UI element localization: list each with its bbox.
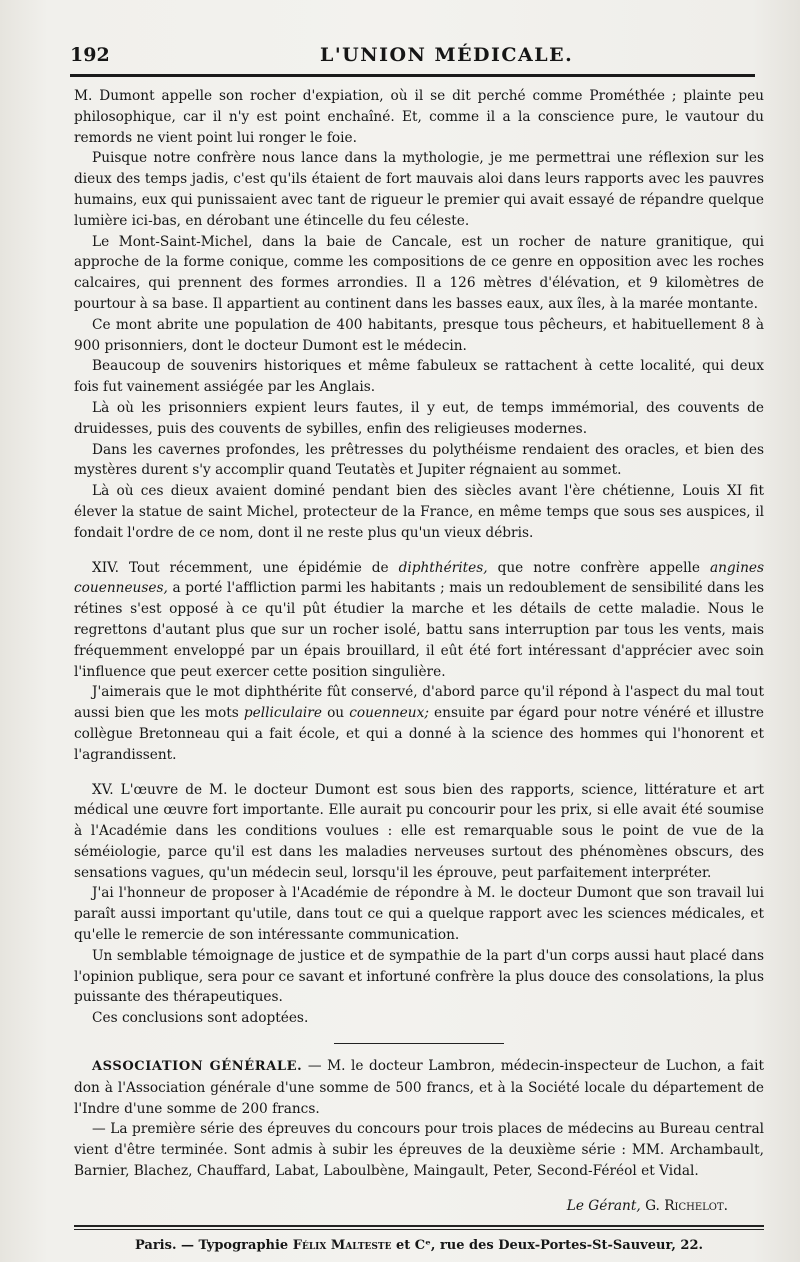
italic-term: pelliculaire [243,705,322,722]
paragraph: Ce mont abrite une population de 400 habitants, presque tous pêcheurs, et habituellement 8 à 900 prisonniers, dont le docteur Dumont est le médecin. [74,316,764,354]
signature-role: Le Gérant, [566,1197,641,1214]
paragraph: Là où les prisonniers expient leurs fautes, il y eut, de temps immémorial, des couvents de druidesses, puis des couvents de sybilles, enfin des religieuses modernes. [74,399,764,437]
paragraph: M. Dumont appelle son rocher d'expiation, où il se dit perché comme Prométhée ; plainte peu philosophique, car il n'y est point enchaîné. Et, comme il a la conscience pure, le vautour du remords ne vient point lui ronger le foie. [74,88,764,146]
text-run: — M. le docteur Lambron, médecin-inspecteur de Luchon, a fait don à l'Association générale d'une somme de 500 francs, et à la Société locale du département de l'Indre d'une somme de 200 francs. [74,1058,765,1117]
conclusions-line: Ces conclusions sont adoptées. [92,1010,309,1027]
italic-term: couenneux; [349,705,429,722]
paragraph: Là où ces dieux avaient dominé pendant bien des siècles avant l'ère chétienne, Louis XI fit élever la statue de saint Michel, protecteur de la France, en même temps que sous ses auspices, il fondait l'ordre de ce nom, dont il ne reste plus qu'un vieux débris. [74,483,764,541]
signature [74,1196,728,1217]
paragraph: Dans les cavernes profondes, les prêtresses du polythéisme rendaient des oracles, et bien des mystères durent s'y accomplir quand Teutatès et Jupiter régnaient au sommet. [74,441,764,479]
text-run: Tout récemment, une épidémie de [128,559,389,576]
text-run: J'aimerais que le mot diphthérite fût conservé, d'abord parce qu'il répond à l'aspect du mal tout aussi bien que les mots [74,684,764,722]
header-rule [70,74,755,77]
italic-term: angines couenneuses, [74,559,765,597]
section-number: XIV. [92,559,119,576]
association-paragraph [74,1056,764,1119]
section-xv-paragraph-3: Un semblable témoignage de justice et de sympathie de la part d'un corps aussi haut placé dans l'opinion publique, sera pour ce savant et infortuné confrère la plus douce des consolations, la plus puissante des thérapeutiques. [74,947,764,1006]
page-number: 192 [70,44,110,66]
text-run: ensuite par égard pour notre vénéré et illustre collègue Bretonneau qui a fait école, et qui a donné à la science des hommes qui l'honorent et l'agrandissent. [74,705,764,763]
paragraph: Le Mont-Saint-Michel, dans la baie de Cancale, est un rocher de nature granitique, qui approche de la forme conique, comme les compositions de ce genre en opposition avec les roches calcaires, qui prennent des formes arrondies. Il a 126 mètres d'élévation, et 9 kilomètres de pourtour à sa base. Il appartient au continent dans les basses eaux, aux îles, à la marée montante. [74,233,764,312]
printer-imprint [74,1236,764,1257]
association-paragraph-2: — La première série des épreuves du concours pour trois places de médecins au Bureau central vient d'être terminée. Sont admis à subir les épreuves de la deuxième série : MM. Archambault, Barnier, Blachez, Chauffard, Labat, Laboulbène, Maingault, Peter, Second-Féréol et Vidal. [74,1121,764,1180]
association-heading: ASSOCIATION GÉNÉRALE. [92,1059,303,1075]
section-xiv-paragraph [74,558,764,683]
paragraph: Puisque notre confrère nous lance dans la mythologie, je me permettrai une réflexion sur les dieux des temps jadis, c'est qu'ils étaient de fort mauvais aloi dans leurs rapports avec les pauvres humains, eux qui punissaient avec tant de rigueur le premier qui avait essayé de répandre quelque lumière ici-bas, en dérobant une étincelle du feu céleste. [74,150,764,229]
footer-rule [74,1225,764,1227]
section-xiv-paragraph-2 [74,682,764,765]
text-run: ou [327,705,345,722]
text-run: Paris. — Typographie [134,1237,289,1253]
footer-rule-thin [74,1229,764,1230]
printer-name: Félix Malteste [292,1237,392,1253]
section-xv-paragraph: XV. L'œuvre de M. le docteur Dumont est sous bien des rapports, science, littérature et art médical une œuvre fort importante. Elle aurait pu concourir pour les prix, si elle avait été soumise à l'Académie dans les conditions voulues : elle est remarquable sous le point de vue de la séméiologie, parce qu'il est dans les maladies nerveuses surtout des phénomènes obscurs, des sensations vagues, qu'un médecin seul, lorsqu'il les éprouve, peut parfaitement interpréter. [74,781,764,881]
section-xv-paragraph-2: J'ai l'honneur de proposer à l'Académie de répondre à M. le docteur Dumont que son travail lui paraît aussi important qu'utile, dans tout ce qui a quelque rapport avec les sciences médicales, et qu'elle le remercie de son intéressante communication. [74,885,764,944]
text-run: a porté l'affliction parmi les habitants ; mais un redoublement de sensibilité dans les rétines s'est opposé à ce qu'il pût étudier la marche et les détails de cette maladie. Nous le regrettons d'autant plus que sur un rocher isolé, battu sans interruption par tous les vents, mais fréquemment enveloppé par un épais brouillard, il eût été fort intéressant d'apprécier avec soin l'influence que peut exercer cette position singulière. [74,580,765,680]
text-run: que notre confrère appelle [497,559,700,576]
paragraph: Beaucoup de souvenirs historiques et même fabuleux se rattachent à cette localité, qui deux fois fut vainement assiégée par les Anglais. [74,358,764,396]
text-run: et Cᵉ, rue des Deux-Portes-St-Sauveur, 22. [395,1237,704,1253]
signature-name: G. Richelot. [645,1197,728,1214]
running-title: L'UNION MÉDICALE. [320,44,574,66]
page-header [70,44,755,70]
article-body [74,86,764,1256]
italic-term: diphthérites, [398,559,488,576]
section-separator [334,1043,504,1044]
